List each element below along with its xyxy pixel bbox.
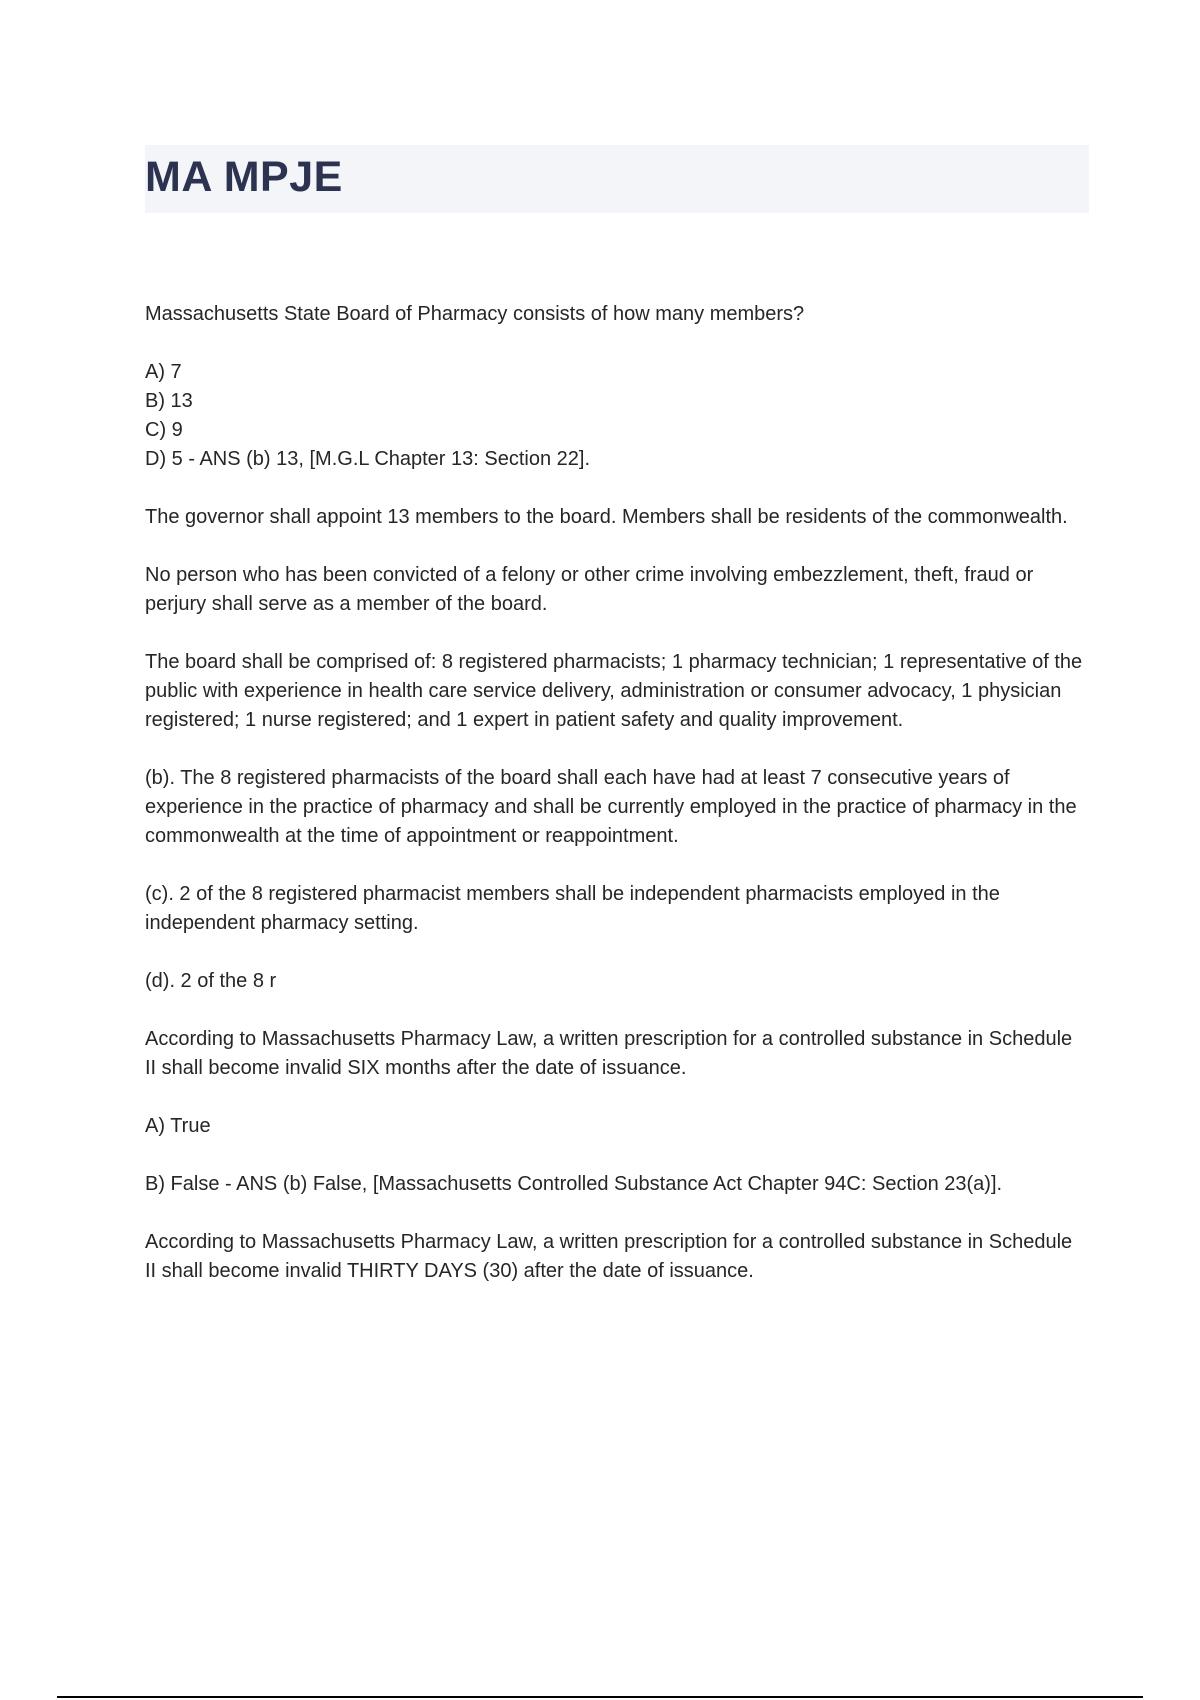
question-2-option-b-answer: B) False - ANS (b) False, [Massachusetts Controlled Substance Act Chapter 94C: Section 23(a)]. [145,1173,1003,1195]
document-body [145,300,1085,1315]
footer-divider [57,1696,1143,1698]
paragraph: The board shall be comprised of: 8 registered pharmacists; 1 pharmacy technician; 1 representative of the public with experience in health care service delivery, administration or consumer advocacy, 1 physician registered; 1 nurse registered; and 1 expert in patient safety and quality improvement. [145,651,1083,731]
option-d-answer: D) 5 - ANS (b) 13, [M.G.L Chapter 13: Section 22]. [145,448,591,470]
paragraph: No person who has been convicted of a felony or other crime involving embezzlement, theft, fraud or perjury shall serve as a member of the board. [145,564,1034,615]
question-3: According to Massachusetts Pharmacy Law, a written prescription for a controlled substance in Schedule II shall become invalid THIRTY DAYS (30) after the date of issuance. [145,1231,1073,1282]
paragraph: (c). 2 of the 8 registered pharmacist members shall be independent pharmacists employed in the independent pharmacy setting. [145,883,1000,934]
question-1-options [145,358,1085,474]
paragraph: (d). 2 of the 8 r [145,970,277,992]
question-2-option-a: A) True [145,1115,211,1137]
question-1: Massachusetts State Board of Pharmacy consists of how many members? [145,303,805,325]
question-2: According to Massachusetts Pharmacy Law, a written prescription for a controlled substance in Schedule II shall become invalid SIX months after the date of issuance. [145,1028,1073,1079]
paragraph: The governor shall appoint 13 members to the board. Members shall be residents of the commonwealth. [145,506,1068,528]
title-banner [145,145,1089,213]
option-a: A) 7 [145,361,182,383]
option-b: B) 13 [145,390,193,412]
paragraph: (b). The 8 registered pharmacists of the board shall each have had at least 7 consecutive years of experience in the practice of pharmacy and shall be currently employed in the practice of pharmacy in the commonwealth at the time of appointment or reappointment. [145,767,1077,847]
document-title: MA MPJE [145,153,343,201]
option-c: C) 9 [145,419,183,441]
